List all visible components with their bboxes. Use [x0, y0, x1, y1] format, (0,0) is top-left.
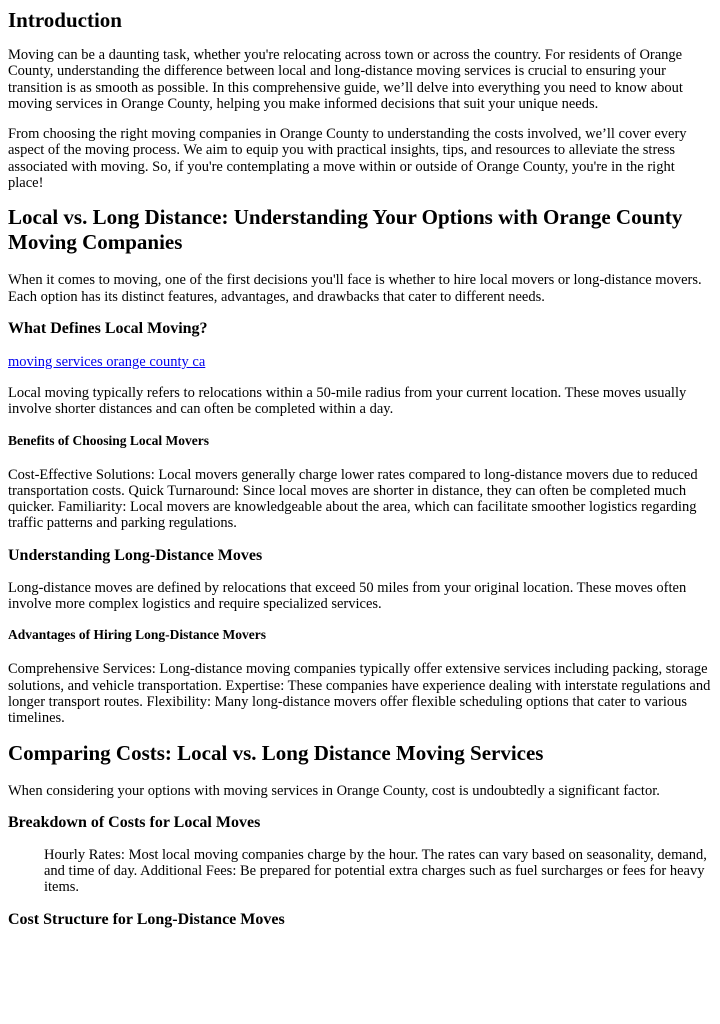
intro-paragraph-2: From choosing the right moving companies in Orange County to understanding the costs involved, we’ll cover every aspect of the moving process. We aim to equip you with practical insights, tips, and resources to alleviate the stress associated with moving. So, if you're contemplating a move within or outside of Orange County, you're in the right place!: [8, 126, 687, 192]
local-costs-heading: Breakdown of Costs for Local Moves: [8, 813, 261, 831]
local-benefits-paragraph: Cost-Effective Solutions: Local movers generally charge lower rates compared to long-distance movers due to reduced transportation costs. Quick Turnaround: Since local moves are shorter in distance, they can often be completed much quicker. Familiarity: Local movers are knowledgeable about the area, which can facilitate smoother logistics regarding traffic patterns and parking regulations.: [8, 466, 698, 532]
moving-services-link[interactable]: moving services orange county ca: [8, 353, 206, 370]
intro-heading: Introduction: [8, 8, 122, 32]
local-benefits-heading: Benefits of Choosing Local Movers: [8, 432, 209, 448]
section-local-vs-long-heading: Local vs. Long Distance: Understanding Your Options with Orange County Moving Companies: [8, 205, 683, 255]
long-distance-advantages-heading: Advantages of Hiring Long-Distance Movers: [8, 627, 266, 643]
article: [0, 7, 720, 930]
long-distance-paragraph: Long-distance moves are defined by relocations that exceed 50 miles from your original location. These moves often involve more complex logistics and require specialized services.: [8, 579, 687, 613]
local-moving-heading: What Defines Local Moving?: [8, 319, 208, 337]
long-distance-costs-heading: Cost Structure for Long-Distance Moves: [8, 910, 285, 928]
intro-paragraph-1: Moving can be a daunting task, whether you're relocating across town or across the country. For residents of Orange County, understanding the difference between local and long-distance moving services is crucial to ensuring your transition is as smooth as possible. In this comprehensive guide, we’ll delve into everything you need to know about moving services in Orange County, helping you make informed decisions that suit your unique needs.: [8, 47, 683, 112]
section-costs-heading: Comparing Costs: Local vs. Long Distance Moving Services: [8, 740, 544, 765]
section-costs-paragraph: When considering your options with moving services in Orange County, cost is undoubtedly a significant factor.: [8, 782, 660, 799]
section-local-vs-long-paragraph: When it comes to moving, one of the first decisions you'll face is whether to hire local movers or long-distance movers. Each option has its distinct features, advantages, and drawbacks that cater to different needs.: [8, 272, 702, 305]
long-distance-advantages-paragraph: Comprehensive Services: Long-distance moving companies typically offer extensive services including packing, storage solutions, and vehicle transportation. Expertise: These companies have experience dealing with interstate regulations and longer transport routes. Flexibility: Many long-distance movers offer flexible scheduling options that cater to various timelines.: [8, 661, 711, 727]
long-distance-heading: Understanding Long-Distance Moves: [8, 546, 263, 564]
local-costs-quote: Hourly Rates: Most local moving companies charge by the hour. The rates can vary based on seasonality, demand, and time of day. Additional Fees: Be prepared for potential extra charges such as fuel surcharges or fees for heavy items.: [44, 846, 707, 896]
local-link-container: [8, 353, 712, 371]
local-moving-paragraph: Local moving typically refers to relocations within a 50-mile radius from your current location. These moves usually involve shorter distances and can often be completed within a day.: [8, 384, 687, 418]
